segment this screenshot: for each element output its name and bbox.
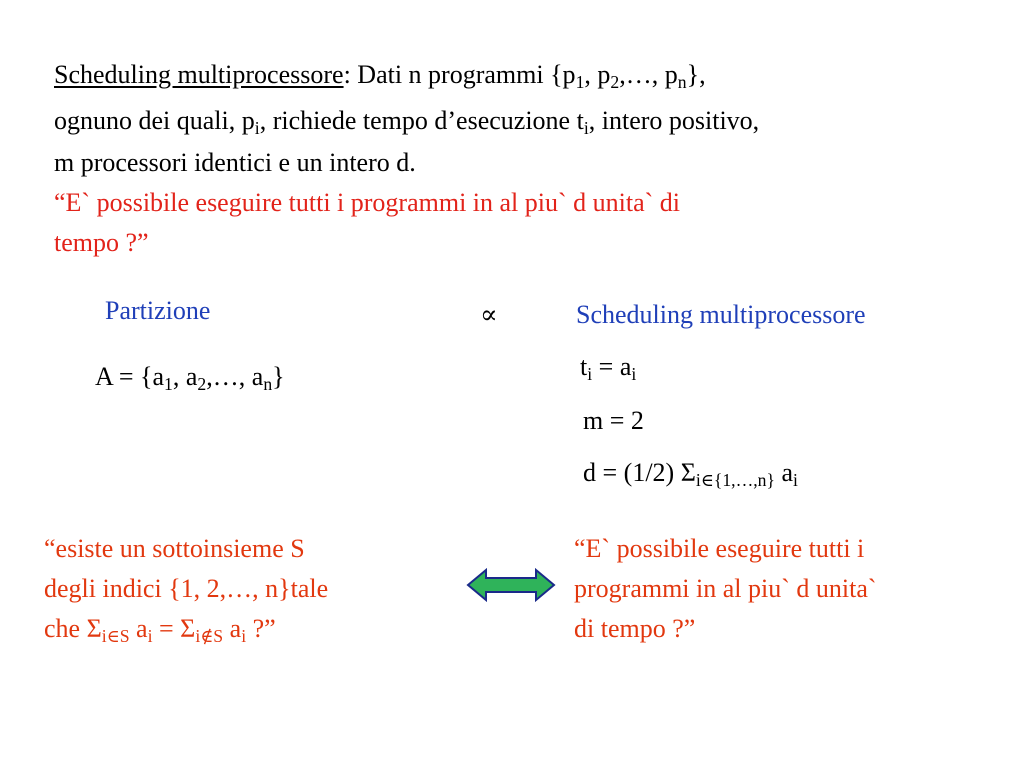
scheduling-question-line-3: di tempo ?” xyxy=(574,614,696,643)
scheduling-question-line-1: “E` possibile eseguire tutti i xyxy=(574,534,865,563)
equation-d: d = (1/2) $\Sigma_{i\in\{1,\dots,n\}}$ $a_i$ xyxy=(583,458,798,490)
scheduling-question-line-2: programmi in al piu` d unita` xyxy=(574,574,877,603)
intro-question-line-1: “E` possibile eseguire tutti i programmi in al piu` d unita` di xyxy=(54,188,681,217)
scheduling-title: Scheduling multiprocessore xyxy=(576,300,866,329)
partition-title: Partizione xyxy=(105,296,211,325)
intro-line-1: Scheduling multiprocessore: Dati n programmi {$p_1$, $p_2,\dots$, $p_n$}, xyxy=(54,60,706,92)
double-headed-arrow-icon xyxy=(466,568,556,602)
partition-set: $A = \{a_1$, $a_2,\dots$, $a_n$} xyxy=(95,362,285,394)
intro-line-3: m processori identici e un intero d. xyxy=(54,148,416,177)
equation-m: m = 2 xyxy=(583,406,644,435)
intro-line-2: ognuno dei quali, $p_i$, richiede tempo d’esecuzione $t_i$, intero positivo, xyxy=(54,106,760,138)
equation-t: $t_i = a_i$ xyxy=(580,352,637,384)
intro-title: Scheduling multiprocessore xyxy=(54,60,344,89)
partition-question-line-2: degli indici {1, 2,…, n}tale xyxy=(44,574,329,603)
partition-question-line-3: che $\Sigma_{i\in S}$ $a_i = \Sigma_{i\notin S}$ $a_i$ ?” xyxy=(44,614,276,646)
reduction-symbol: ∝ xyxy=(480,300,498,329)
intro-question-line-2: tempo ?” xyxy=(54,228,149,257)
partition-question-line-1: “esiste un sottoinsieme S xyxy=(44,534,305,563)
